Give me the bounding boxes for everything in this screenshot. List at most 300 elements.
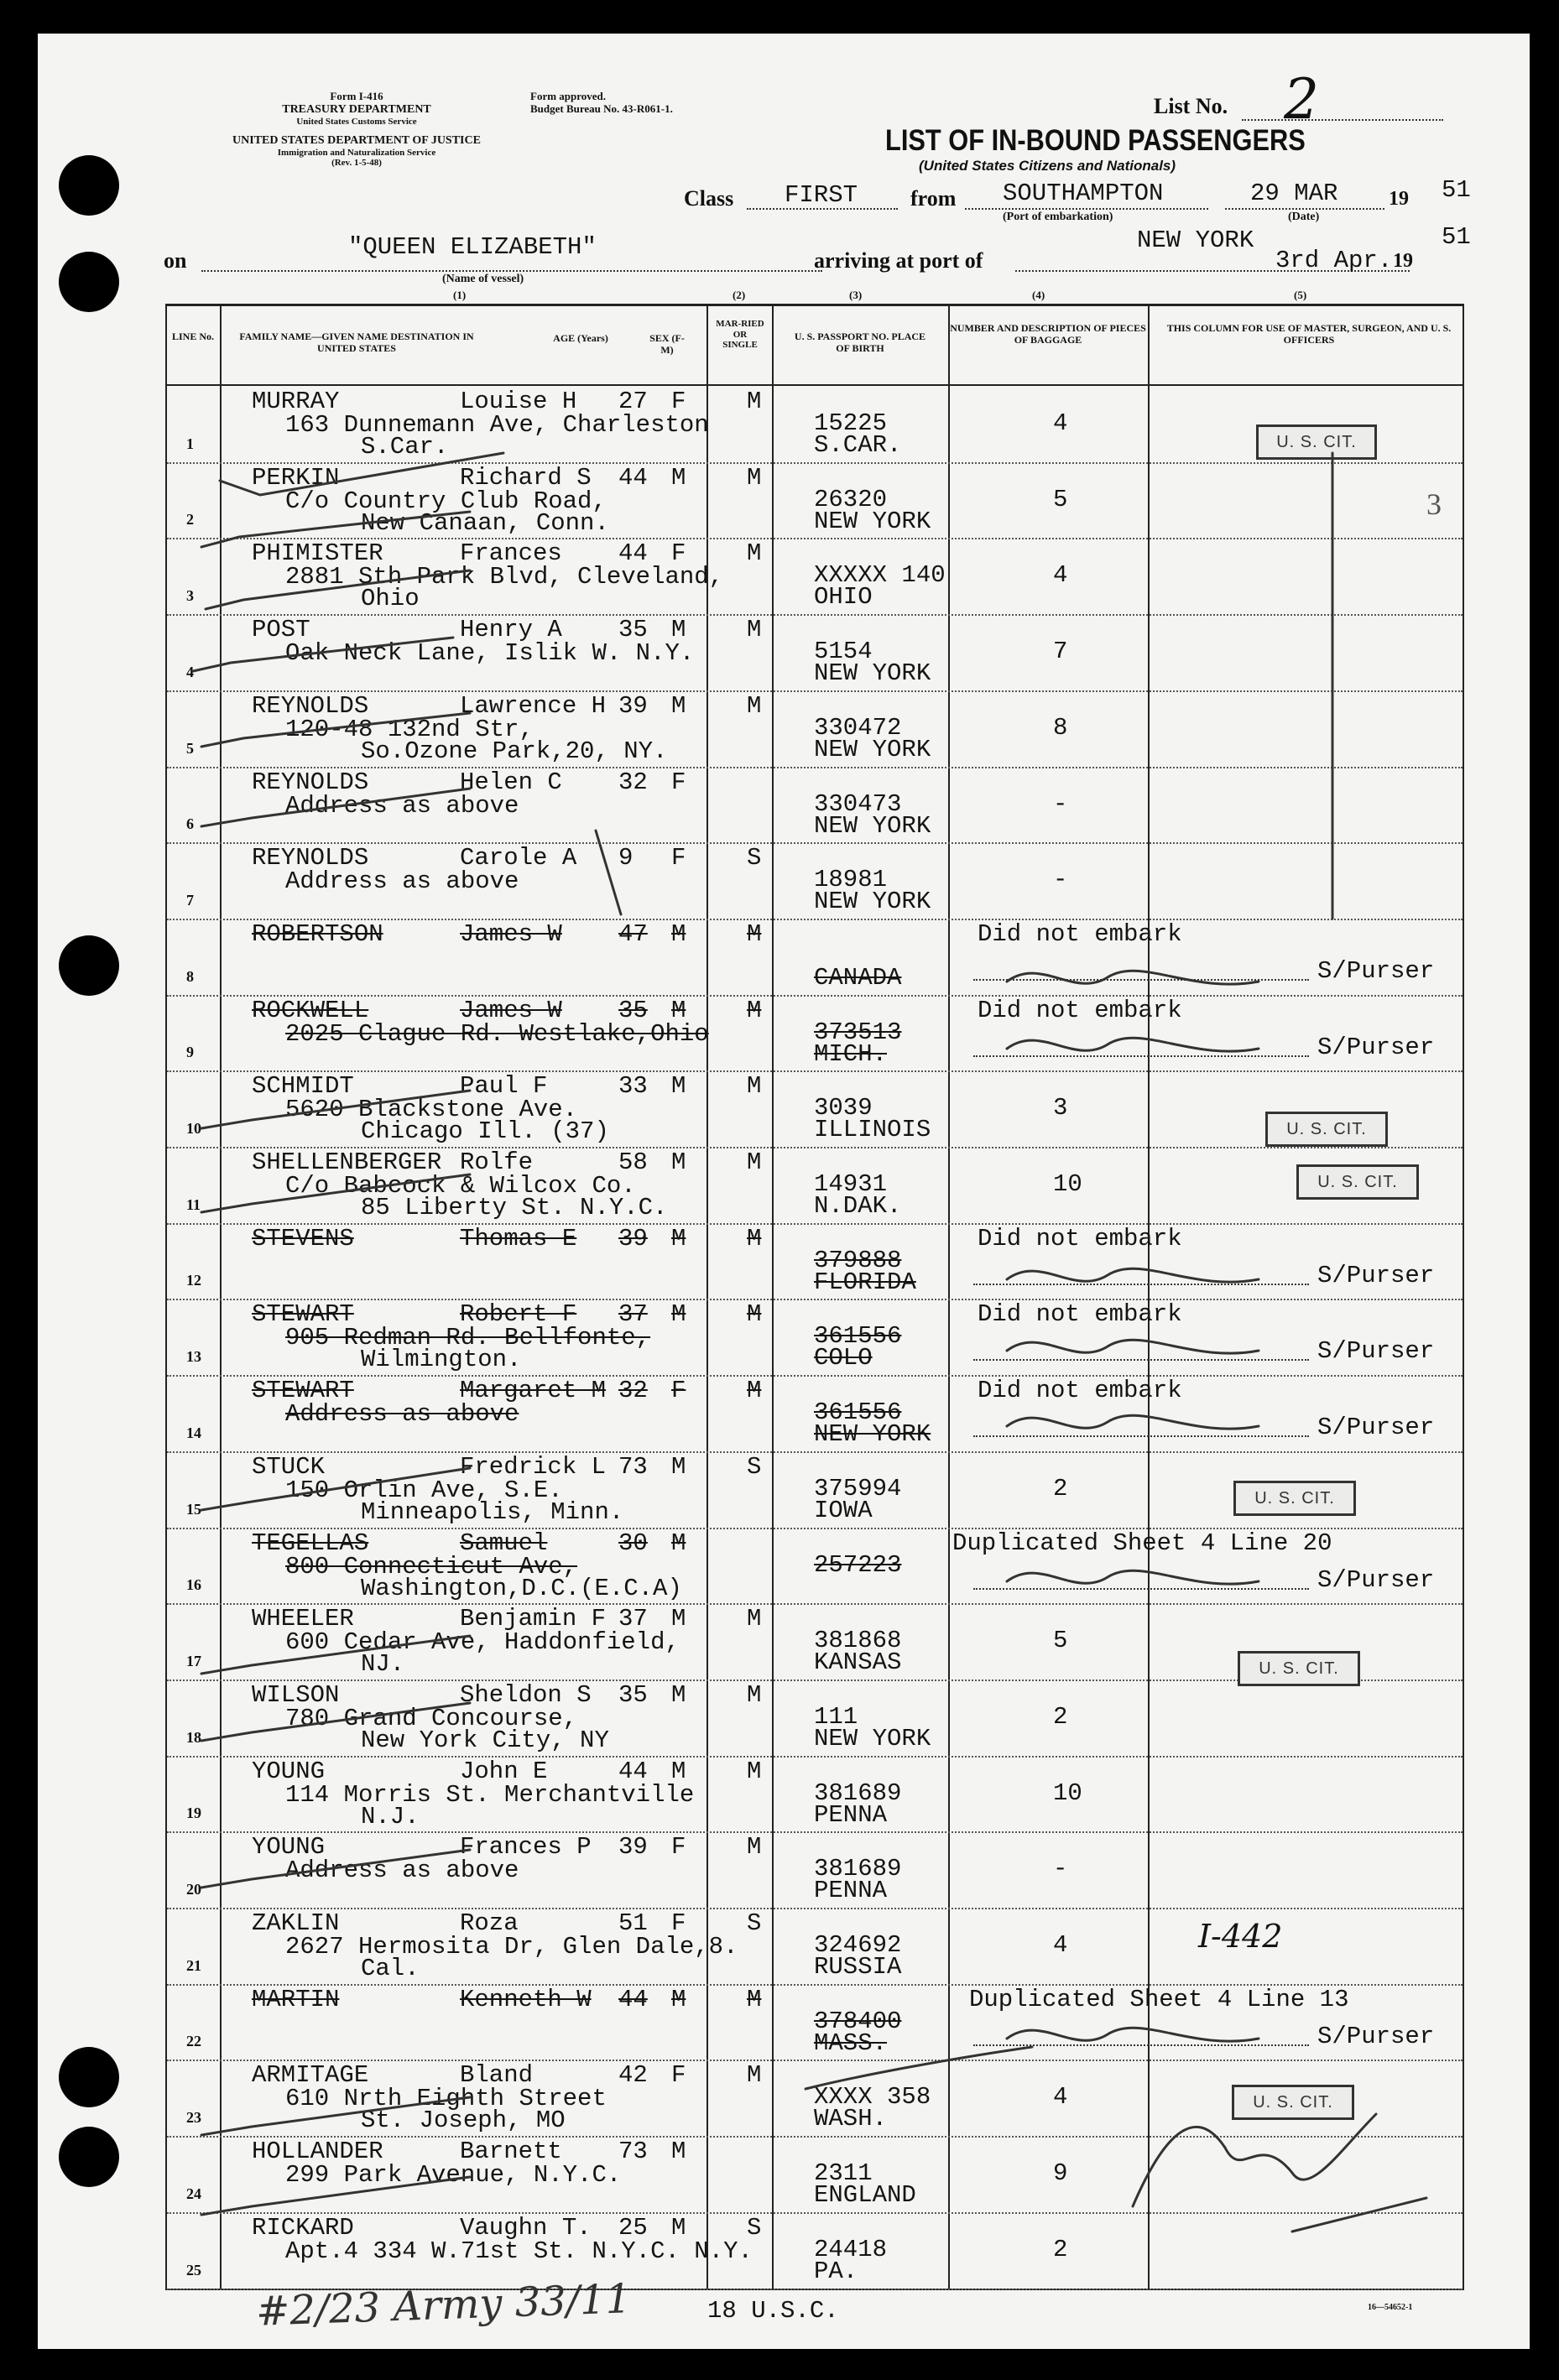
passport-number: 15225 [814, 409, 888, 437]
passenger-given-name: Frances [460, 539, 562, 567]
port-caption: (Port of embarkation) [1003, 211, 1113, 223]
passenger-age: 58 [618, 1148, 648, 1176]
passenger-address-line1: 299 Park Avenue, N.Y.C. [285, 2161, 622, 2189]
place-of-birth: FLORIDA [814, 1268, 916, 1296]
passport-number: 324692 [814, 1931, 902, 1959]
passenger-address-line1: Address as above [285, 867, 519, 895]
passenger-sex: M [671, 920, 686, 948]
vessel-caption: (Name of vessel) [442, 273, 524, 285]
place-of-birth: COLO [814, 1344, 873, 1372]
header-officers: THIS COLUMN FOR USE OF MASTER, SURGEON, AND U. S. OFFICERS [1166, 322, 1452, 346]
passenger-marital-status: M [747, 1758, 762, 1785]
passenger-address-line2: Wilmington. [361, 1346, 522, 1373]
purser-signature [1007, 971, 1259, 984]
passport-number: 381868 [814, 1627, 902, 1654]
purser-signature [1007, 1038, 1259, 1051]
passenger-address-line2: NJ. [361, 1650, 405, 1678]
col-num-5: (5) [1294, 289, 1307, 301]
place-of-birth: NEW YORK [814, 812, 931, 840]
passport-number: 379888 [814, 1247, 902, 1274]
passenger-sex: M [671, 1758, 686, 1785]
col-num-4: (4) [1032, 289, 1045, 301]
page-subtitle: (United States Citizens and Nationals) [919, 158, 1176, 174]
passenger-given-name: Margaret M [460, 1377, 607, 1404]
passenger-family-name: SHELLENBERGER [252, 1148, 442, 1176]
passport-number: 330473 [814, 790, 902, 818]
passenger-marital-status: S [747, 1909, 762, 1937]
col-num-1: (1) [453, 289, 467, 301]
baggage-count: 2 [1053, 1475, 1068, 1502]
inspector-signature [1292, 2198, 1426, 2232]
passenger-sex: M [671, 1453, 686, 1481]
place-of-birth: RUSSIA [814, 1953, 902, 1981]
passenger-sex: F [671, 844, 686, 872]
passenger-address-line1: Address as above [285, 1857, 519, 1884]
passenger-given-name: Robert F [460, 1300, 577, 1328]
passenger-age: 33 [618, 1072, 648, 1100]
passenger-sex: M [671, 1148, 686, 1176]
list-no-value: 2 [1284, 67, 1319, 132]
list-no-label: List No. [1154, 94, 1228, 118]
header-baggage: NUMBER AND DESCRIPTION OF PIECES OF BAGGAGE [950, 322, 1146, 346]
class-value: FIRST [785, 181, 858, 209]
check-mark [201, 713, 470, 747]
baggage-count: 4 [1053, 561, 1068, 589]
passenger-address-line2: S.Car. [361, 433, 449, 461]
passenger-family-name: STUCK [252, 1453, 326, 1481]
line-number: 7 [186, 892, 194, 909]
passenger-family-name: REYNOLDS [252, 768, 369, 796]
baggage-count: 4 [1053, 2083, 1068, 2111]
check-mark [201, 1703, 470, 1741]
passenger-given-name: Sheldon S [460, 1681, 592, 1709]
passport-number: 381689 [814, 1855, 902, 1883]
passport-number: XXXX 358 [814, 2083, 931, 2111]
passenger-marital-status: M [747, 1986, 762, 2013]
passenger-family-name: YOUNG [252, 1758, 326, 1785]
place-of-birth: PA. [814, 2258, 858, 2285]
place-of-birth: PENNA [814, 1801, 888, 1829]
baggage-count: 2 [1053, 2236, 1068, 2263]
place-of-birth: N.DAK. [814, 1192, 902, 1220]
header-age: AGE (Years) [553, 332, 608, 344]
row-remark: Did not embark [978, 920, 1182, 948]
passenger-family-name: STEWART [252, 1300, 354, 1328]
passenger-address-line1: C/o Babcock & Wilcox Co. [285, 1172, 636, 1200]
purser-label: S/Purser [1317, 957, 1435, 985]
row-remark: Did not embark [978, 1300, 1182, 1328]
date-caption: (Date) [1288, 211, 1320, 223]
passenger-address-line1: 800 Connecticut Ave, [285, 1553, 578, 1581]
passenger-marital-status: M [747, 1300, 762, 1328]
passport-number: 14931 [814, 1170, 888, 1198]
check-mark [220, 453, 503, 495]
passport-number: 111 [814, 1703, 858, 1731]
line-number: 3 [186, 587, 194, 604]
place-of-birth: WASH. [814, 2105, 888, 2133]
passenger-address-line1: 905 Redman Rd. Bellfonte, [285, 1324, 651, 1351]
passenger-address-line2: Minneapolis, Minn. [361, 1498, 624, 1526]
passenger-family-name: YOUNG [252, 1833, 326, 1861]
place-of-birth: NEW YORK [814, 508, 931, 535]
check-mark [206, 570, 470, 612]
passenger-age: 44 [618, 1758, 648, 1785]
passport-number: 2311 [814, 2159, 873, 2187]
passenger-sex: F [671, 1833, 686, 1861]
passenger-age: 27 [618, 388, 648, 415]
passenger-address-line1: Address as above [285, 792, 519, 820]
passport-number: 26320 [814, 486, 888, 513]
passenger-sex: M [671, 997, 686, 1024]
customs-label: United States Customs Service [296, 117, 417, 128]
form-number: Form I-416 [330, 90, 383, 102]
place-of-birth: MASS. [814, 2029, 888, 2057]
passenger-address-line2: N.J. [361, 1803, 420, 1831]
purser-signature [1007, 1268, 1259, 1282]
year-prefix: 19 [1389, 188, 1409, 210]
passenger-address-line1: 2627 Hermosita Dr, Glen Dale,8. [285, 1933, 738, 1961]
line-number: 22 [186, 2033, 201, 2049]
passenger-marital-status: M [747, 1833, 762, 1861]
passenger-family-name: MURRAY [252, 388, 340, 415]
passenger-sex: F [671, 1909, 686, 1937]
passenger-given-name: Roza [460, 1909, 519, 1937]
place-of-birth: IOWA [814, 1497, 873, 1524]
passenger-address-line1: 2881 Sth Park Blvd, Cleveland, [285, 563, 724, 591]
place-of-birth: S.CAR. [814, 431, 902, 459]
line-number: 23 [186, 2109, 201, 2126]
check-mark [201, 2177, 470, 2215]
col-num-2: (2) [733, 289, 746, 301]
arrival-date: 3rd Apr. [1275, 247, 1393, 274]
passenger-given-name: Fredrick L [460, 1453, 607, 1481]
purser-label: S/Purser [1317, 1262, 1435, 1289]
baggage-count: 7 [1053, 638, 1068, 665]
us-citizen-stamp: U. S. CIT. [1238, 1651, 1360, 1686]
passenger-marital-status: S [747, 844, 762, 872]
passenger-marital-status: M [747, 1377, 762, 1404]
justice-label: UNITED STATES DEPARTMENT OF JUSTICE [232, 133, 481, 147]
passenger-address-line1: 2025 Clague Rd. Westlake,Ohio [285, 1020, 709, 1048]
passenger-age: 39 [618, 692, 648, 720]
baggage-count: 5 [1053, 486, 1068, 513]
passenger-address-line1: 780 Grand Concourse, [285, 1705, 578, 1732]
baggage-count: 3 [1053, 1094, 1068, 1122]
baggage-count: - [1053, 1855, 1068, 1883]
passenger-address-line1: Apt.4 334 W.71st St. N.Y.C. N.Y. [285, 2237, 753, 2265]
passenger-sex: M [671, 1986, 686, 2013]
passenger-address-line2: So.Ozone Park,20, NY. [361, 737, 668, 765]
place-of-birth: NEW YORK [814, 1725, 931, 1752]
purser-label: S/Purser [1317, 1414, 1435, 1441]
place-of-birth: PENNA [814, 1877, 888, 1904]
passenger-marital-status: M [747, 1605, 762, 1633]
passenger-given-name: James W [460, 997, 562, 1024]
place-of-birth: ILLINOIS [814, 1116, 931, 1143]
passenger-address-line1: 600 Cedar Ave, Haddonfield, [285, 1628, 680, 1656]
row-remark: Duplicated Sheet 4 Line 13 [969, 1986, 1349, 2013]
passenger-family-name: SCHMIDT [252, 1072, 354, 1100]
passenger-marital-status: M [747, 1072, 762, 1100]
passenger-given-name: Barnett [460, 2138, 562, 2165]
check-mark [201, 1174, 470, 1212]
line-number: 5 [186, 740, 194, 757]
place-of-birth: NEW YORK [814, 736, 931, 763]
passenger-given-name: Lawrence H [460, 692, 607, 720]
us-citizen-stamp: U. S. CIT. [1265, 1112, 1388, 1147]
passenger-sex: M [671, 692, 686, 720]
passenger-family-name: TEGELLAS [252, 1529, 369, 1557]
officer-annotation: I-442 [1198, 1918, 1283, 1955]
baggage-count: 5 [1053, 1627, 1068, 1654]
baggage-count: 9 [1053, 2159, 1068, 2187]
line-number: 18 [186, 1729, 201, 1746]
line-number: 14 [186, 1424, 201, 1441]
line-number: 6 [186, 815, 194, 832]
footer-law: 18 U.S.C. [707, 2297, 839, 2325]
line-number: 2 [186, 511, 194, 528]
treasury-label: TREASURY DEPARTMENT [282, 102, 431, 116]
passenger-given-name: Bland [460, 2061, 534, 2089]
passenger-given-name: Louise H [460, 388, 577, 415]
passenger-age: 73 [618, 2138, 648, 2165]
header-passport: U. S. PASSPORT NO. PLACE OF BIRTH [794, 331, 926, 354]
passenger-given-name: Carole A [460, 844, 577, 872]
passenger-family-name: WILSON [252, 1681, 340, 1709]
passenger-sex: M [671, 616, 686, 643]
passenger-family-name: RICKARD [252, 2214, 354, 2242]
place-of-birth: KANSAS [814, 1648, 902, 1676]
passenger-address-line2: St. Joseph, MO [361, 2107, 566, 2134]
passenger-address-line1: 114 Morris St. Merchantville [285, 1781, 695, 1809]
passenger-address-line2: Ohio [361, 585, 420, 612]
embark-port: SOUTHAMPTON [1003, 180, 1164, 207]
line-number: 17 [186, 1653, 201, 1669]
passenger-address-line1: Oak Neck Lane, Islik W. N.Y. [285, 639, 695, 667]
passenger-address-line1: 5620 Blackstone Ave. [285, 1096, 578, 1123]
passenger-sex: M [671, 1605, 686, 1633]
passenger-age: 37 [618, 1605, 648, 1633]
us-citizen-stamp: U. S. CIT. [1232, 2085, 1354, 2120]
purser-signature [1007, 1570, 1259, 1584]
passenger-age: 44 [618, 1986, 648, 2013]
passenger-age: 51 [618, 1909, 648, 1937]
check-mark [201, 2097, 470, 2135]
passenger-given-name: Paul F [460, 1072, 548, 1100]
arrival-year: 51 [1442, 223, 1471, 251]
passport-number: 330472 [814, 714, 902, 742]
line-number: 9 [186, 1044, 194, 1060]
passenger-given-name: Kenneth W [460, 1986, 592, 2013]
passenger-family-name: MARTIN [252, 1986, 340, 2013]
passenger-marital-status: S [747, 1453, 762, 1481]
line-number: 13 [186, 1348, 201, 1365]
passenger-age: 35 [618, 1681, 648, 1709]
passenger-marital-status: M [747, 464, 762, 492]
line-number: 16 [186, 1576, 201, 1593]
footer-handwritten-note: #2/23 Army 33/11 [255, 2275, 632, 2336]
row-remark: Did not embark [978, 1225, 1182, 1252]
passport-number: 361556 [814, 1398, 902, 1426]
immigration-label: Immigration and Naturalization Service [277, 147, 436, 158]
passenger-given-name: Henry A [460, 616, 562, 643]
passenger-address-line1: Address as above [285, 1400, 519, 1428]
line-number: 12 [186, 1272, 201, 1289]
line-number: 20 [186, 1881, 201, 1898]
passenger-given-name: Thomas E [460, 1225, 577, 1252]
passenger-age: 73 [618, 1453, 648, 1481]
passenger-given-name: Richard S [460, 464, 592, 492]
passenger-address-line2: 85 Liberty St. N.Y.C. [361, 1194, 668, 1221]
passenger-age: 37 [618, 1300, 648, 1328]
arrival-year-prefix: 19 [1393, 250, 1413, 272]
header-married: MAR-RIED OR SINGLE [716, 319, 764, 351]
purser-signature [1007, 1340, 1259, 1353]
passenger-given-name: Rolfe [460, 1148, 534, 1176]
passenger-given-name: Frances P [460, 1833, 592, 1861]
check-mark [201, 1850, 470, 1888]
passenger-family-name: POST [252, 616, 310, 643]
passport-number: 361556 [814, 1322, 902, 1350]
purser-label: S/Purser [1317, 1337, 1435, 1365]
passenger-marital-status: M [747, 1681, 762, 1709]
passenger-marital-status: M [747, 997, 762, 1024]
passenger-given-name: Helen C [460, 768, 562, 796]
purser-label: S/Purser [1317, 2023, 1435, 2050]
passenger-given-name: John E [460, 1758, 548, 1785]
ink-stroke [596, 831, 621, 914]
passenger-age: 35 [618, 616, 648, 643]
passenger-given-name: Samuel [460, 1529, 548, 1557]
passenger-family-name: ROCKWELL [252, 997, 369, 1024]
passenger-sex: M [671, 1681, 686, 1709]
header-name: FAMILY NAME—GIVEN NAME DESTINATION IN UNITED STATES [239, 331, 474, 354]
passenger-family-name: STEVENS [252, 1225, 354, 1252]
baggage-count: - [1053, 790, 1068, 818]
us-citizen-stamp: U. S. CIT. [1296, 1164, 1419, 1200]
baggage-count: 10 [1053, 1779, 1082, 1807]
passenger-family-name: WHEELER [252, 1605, 354, 1633]
passport-number: 381689 [814, 1779, 902, 1807]
passenger-given-name: James W [460, 920, 562, 948]
line-number: 10 [186, 1120, 201, 1137]
passenger-family-name: REYNOLDS [252, 692, 369, 720]
place-of-birth: OHIO [814, 583, 873, 611]
budget-label: Budget Bureau No. 43-R061-1. [530, 102, 673, 115]
officer-side-mark: 3 [1426, 487, 1442, 521]
baggage-count: 4 [1053, 409, 1068, 437]
baggage-count: - [1053, 866, 1068, 893]
passenger-sex: F [671, 768, 686, 796]
passenger-sex: M [671, 1300, 686, 1328]
passenger-age: 9 [618, 844, 634, 872]
passenger-address-line2: New Canaan, Conn. [361, 509, 609, 537]
us-citizen-stamp: U. S. CIT. [1256, 424, 1377, 460]
passenger-family-name: PHIMISTER [252, 539, 383, 567]
passport-number: 3039 [814, 1094, 873, 1122]
on-label: on [164, 248, 187, 273]
passenger-family-name: ZAKLIN [252, 1909, 340, 1937]
passport-number: 373513 [814, 1018, 902, 1046]
passenger-age: 47 [618, 920, 648, 948]
col-num-3: (3) [849, 289, 863, 301]
arriving-label: arriving at port of [814, 248, 983, 273]
check-mark [201, 512, 470, 547]
passenger-address-line1: 120-48 132nd Str, [285, 716, 534, 743]
passenger-address-line1: 163 Dunnemann Ave, Charleston [285, 411, 709, 439]
purser-label: S/Purser [1317, 1034, 1435, 1061]
header-line-no: LINE No. [172, 331, 215, 342]
passenger-age: 42 [618, 2061, 648, 2089]
passenger-family-name: HOLLANDER [252, 2138, 383, 2165]
check-mark [201, 1636, 470, 1678]
passenger-sex: F [671, 1377, 686, 1404]
passenger-age: 44 [618, 464, 648, 492]
passenger-marital-status: M [747, 1225, 762, 1252]
place-of-birth: NEW YORK [814, 888, 931, 915]
passenger-marital-status: M [747, 2061, 762, 2089]
passenger-sex: M [671, 2214, 686, 2242]
passport-number: 257223 [814, 1551, 902, 1579]
ink-stroke [806, 2047, 1032, 2089]
line-number: 19 [186, 1805, 201, 1821]
line-number: 21 [186, 1957, 201, 1974]
check-mark [201, 1468, 470, 1510]
embark-year: 51 [1442, 176, 1471, 204]
passenger-marital-status: M [747, 616, 762, 643]
passport-number: 378400 [814, 2008, 902, 2035]
passenger-address-line1: 150 Orlin Ave, S.E. [285, 1476, 563, 1504]
line-number: 1 [186, 435, 194, 452]
passenger-age: 44 [618, 539, 648, 567]
passenger-family-name: ARMITAGE [252, 2061, 369, 2089]
passenger-sex: F [671, 388, 686, 415]
baggage-count: 8 [1053, 714, 1068, 742]
place-of-birth: CANADA [814, 964, 902, 992]
passenger-address-line2: Cal. [361, 1955, 420, 1982]
passenger-marital-status: M [747, 388, 762, 415]
rev-label: (Rev. 1-5-48) [331, 158, 382, 169]
row-remark: Did not embark [978, 997, 1182, 1024]
passenger-family-name: STEWART [252, 1377, 354, 1404]
passenger-family-name: PERKIN [252, 464, 340, 492]
line-number: 25 [186, 2262, 201, 2278]
passenger-age: 25 [618, 2214, 648, 2242]
passenger-address-line2: Chicago Ill. (37) [361, 1117, 609, 1145]
passenger-marital-status: M [747, 1148, 762, 1176]
baggage-count: 4 [1053, 1931, 1068, 1959]
passenger-age: 30 [618, 1529, 648, 1557]
line-number: 24 [186, 2185, 201, 2202]
passenger-address-line2: Washington,D.C.(E.C.A) [361, 1575, 682, 1602]
embark-date: 29 MAR [1250, 180, 1338, 207]
purser-signature [1007, 1415, 1259, 1429]
page-title: LIST OF IN-BOUND PASSENGERS [885, 124, 1306, 157]
passenger-sex: M [671, 464, 686, 492]
passenger-sex: M [671, 2138, 686, 2165]
passenger-marital-status: M [747, 920, 762, 948]
passenger-address-line1: 610 Nrth Eighth Street [285, 2085, 607, 2112]
place-of-birth: MICH. [814, 1040, 888, 1068]
passenger-age: 39 [618, 1225, 648, 1252]
passenger-given-name: Vaughn T. [460, 2214, 592, 2242]
purser-label: S/Purser [1317, 1566, 1435, 1594]
us-citizen-stamp: U. S. CIT. [1233, 1481, 1356, 1516]
line-number: 8 [186, 968, 194, 985]
baggage-count: 10 [1053, 1170, 1082, 1198]
passenger-sex: M [671, 1225, 686, 1252]
class-label: Class [684, 186, 734, 211]
